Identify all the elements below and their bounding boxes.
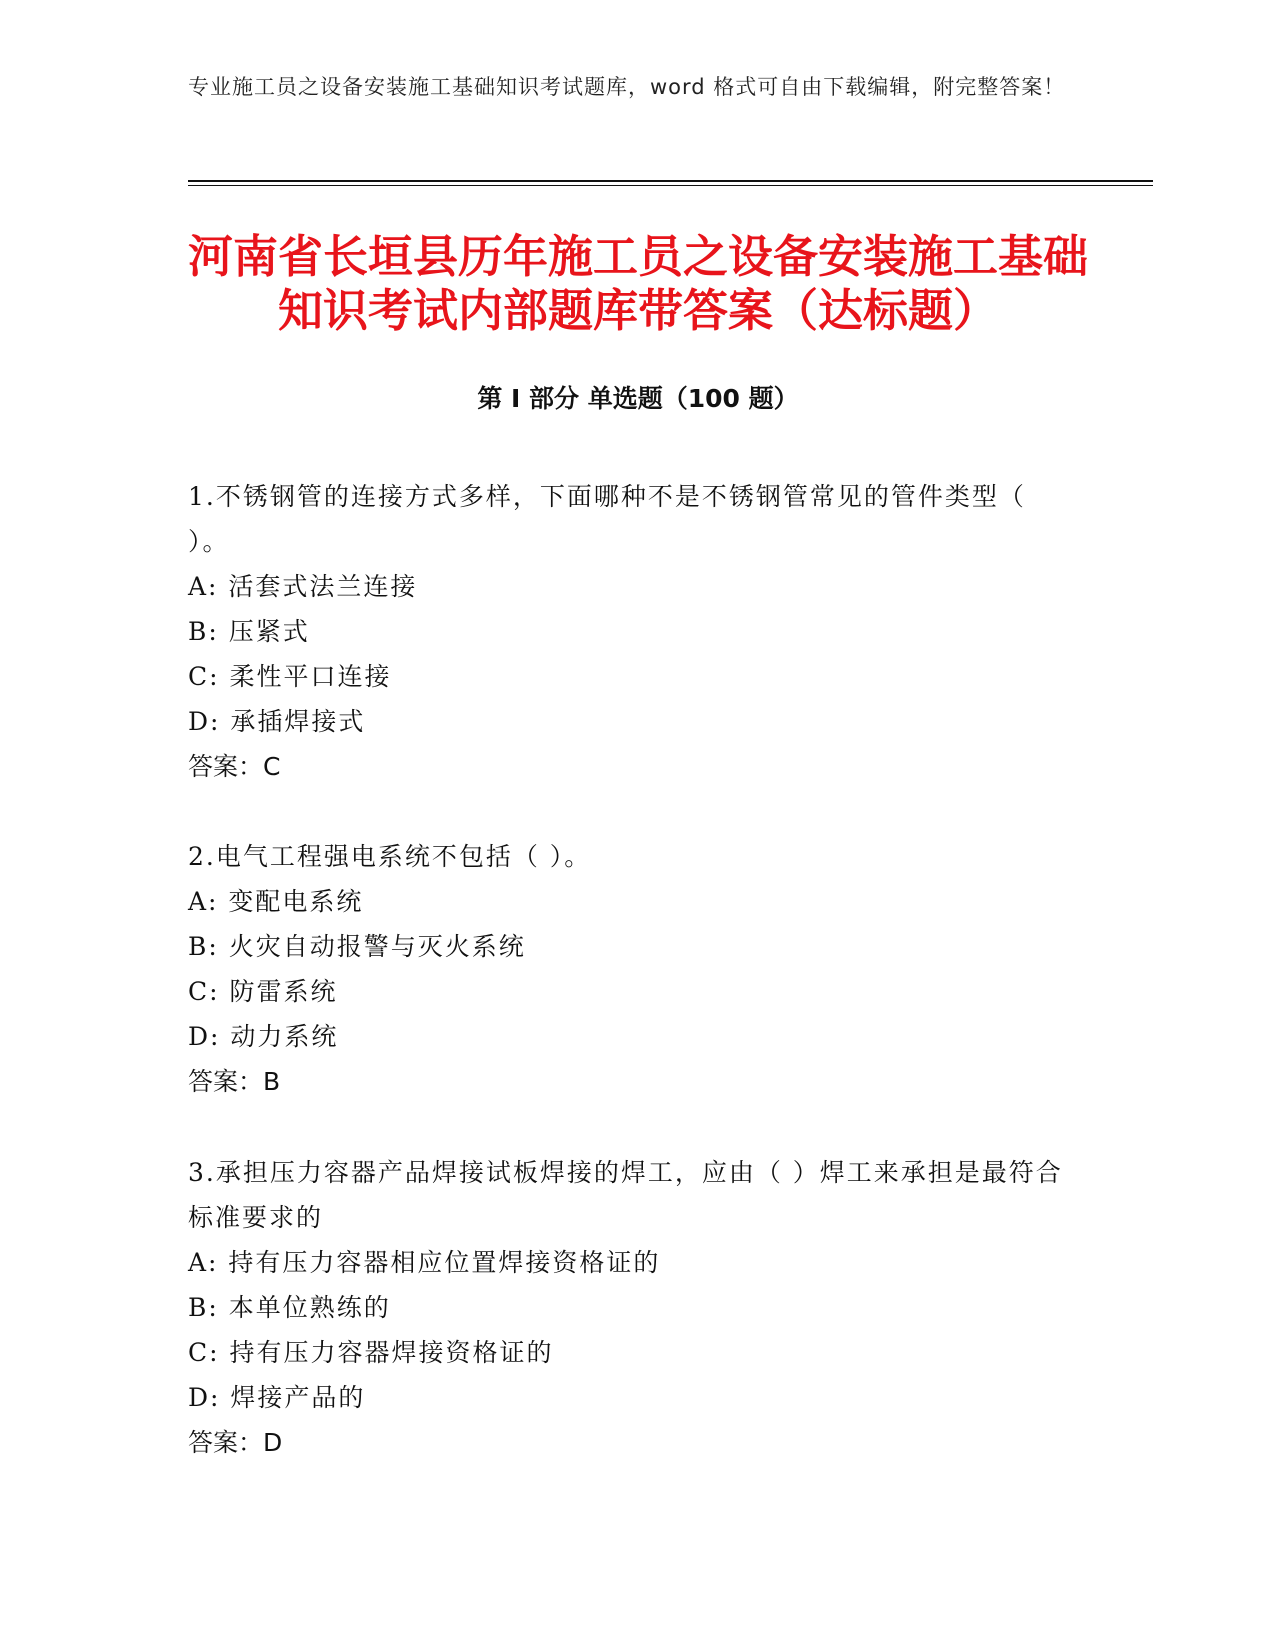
question-2: [188, 834, 1068, 1104]
option-a: A: 变配电系统: [188, 887, 364, 916]
header-divider-thin: [188, 185, 1153, 186]
option-c: C: 持有压力容器焊接资格证的: [188, 1338, 554, 1367]
option-c: C: 柔性平口连接: [188, 662, 392, 691]
option-d: D: 焊接产品的: [188, 1383, 366, 1412]
option-d: D: 承插焊接式: [188, 707, 366, 736]
option-d: D: 动力系统: [188, 1022, 339, 1051]
question-3: [188, 1150, 1068, 1465]
answer: 答案：B: [188, 1067, 281, 1096]
answer: 答案：D: [188, 1428, 283, 1457]
option-b: B: 本单位熟练的: [188, 1293, 391, 1322]
option-a: A: 持有压力容器相应位置焊接资格证的: [188, 1248, 661, 1277]
question-stem: 1.不锈钢管的连接方式多样，下面哪种不是不锈钢管常见的管件类型（ ）。: [188, 482, 1026, 556]
question-stem: 2.电气工程强电系统不包括（ ）。: [188, 842, 592, 871]
option-a: A: 活套式法兰连接: [188, 572, 418, 601]
header-note: 专业施工员之设备安装施工基础知识考试题库，word 格式可自由下载编辑，附完整答案！: [188, 75, 1066, 99]
document-title: 河南省长垣县历年施工员之设备安装施工基础知识考试内部题库带答案（达标题）: [188, 230, 1089, 337]
option-b: B: 火灾自动报警与灭火系统: [188, 932, 526, 961]
option-c: C: 防雷系统: [188, 977, 338, 1006]
header-divider-thick: [188, 180, 1153, 182]
option-b: B: 压紧式: [188, 617, 310, 646]
section-heading: 第 I 部分 单选题（100 题）: [477, 384, 799, 413]
question-stem: 3.承担压力容器产品焊接试板焊接的焊工，应由（ ）焊工来承担是最符合标准要求的: [188, 1158, 1063, 1232]
answer: 答案：C: [188, 752, 281, 781]
question-1: [188, 474, 1068, 789]
